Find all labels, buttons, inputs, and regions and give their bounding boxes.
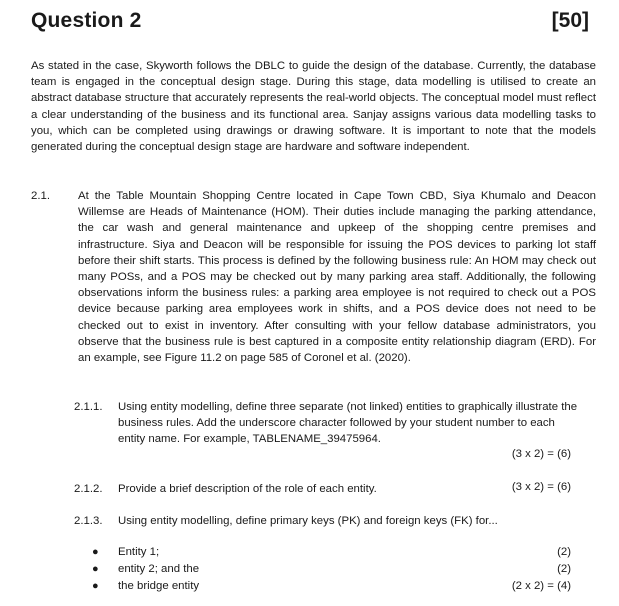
sub-question-text: Provide a brief description of the role of each entity. [118, 483, 377, 495]
sub-question-text: Using entity modelling, define primary keys (PK) and foreign keys (FK) for... [118, 515, 498, 527]
sub-question-marks: (3 x 2) = (6) [511, 481, 571, 493]
bullet-dot: ● [92, 563, 99, 575]
sub-question-number: 2.1.3. [74, 515, 103, 527]
sub-question-number: 2.1.1. [74, 401, 103, 413]
bullet-dot: ● [92, 580, 99, 592]
bullet-marks: (2) [557, 563, 571, 575]
bullet-item: Entity 1; [118, 546, 160, 558]
bullet-marks: (2) [557, 546, 571, 558]
total-marks: [50] [551, 9, 589, 32]
question-2-1-text: At the Table Mountain Shopping Centre located in Cape Town CBD, Siya Khumalo and Deacon Willemse are Heads of Maintenance (HOM). Their duties include managing the parking attendance, the car wash and general maintenance and upkeep of the shopping centre premises and infrastructure. Siya and Deacon will be responsible for issuing the POS devices to parking lot staff before their shift starts. This process is defined by the following business rule: An HOM may check out many POSs, and a POS may be checked out by many parking area staff. Additionally, the following observations inform the business rules: a parking area employee is not required to check out a POS device because parking area employees work in shifts, and a POS device does not need to be checked out to exist in inventory. After consulting with your fellow database administrators, you observe that the business rule is best captured in a composite entity relationship diagram (ERD). For an example, see Figure 11.2 on page 585 of Coronel et al. (2020). [78, 190, 596, 365]
sub-question-number: 2.1.2. [74, 483, 103, 495]
question-number-2-1: 2.1. [31, 190, 50, 202]
bullet-item: entity 2; and the [118, 563, 200, 575]
bullet-marks: (2 x 2) = (4) [511, 580, 571, 592]
question-title: Question 2 [31, 9, 142, 32]
bullet-dot: ● [92, 546, 99, 558]
bullet-item: the bridge entity [118, 580, 200, 592]
sub-question-text: Using entity modelling, define three separate (not linked) entities to graphically illustrate the business rules. Add the underscore character followed by your student number to each entity name. For example, TABLENAME_39475964. [118, 401, 578, 446]
sub-question-marks: (3 x 2) = (6) [511, 448, 571, 460]
intro-paragraph: As stated in the case, Skyworth follows the DBLC to guide the design of the database. Currently, the database team is engaged in the conceptual design stage. During this stage, data modelling is utilised to create an abstract database structure that accurately represents the real-world objects. The conceptual model must reflect a clear understanding of the business and its functional area. Sanjay assigns various data modelling tasks to you, which can be completed using drawings or drawing software. It is important to note that the models generated during the conceptual design stage are hardware and software independent. [31, 60, 596, 154]
